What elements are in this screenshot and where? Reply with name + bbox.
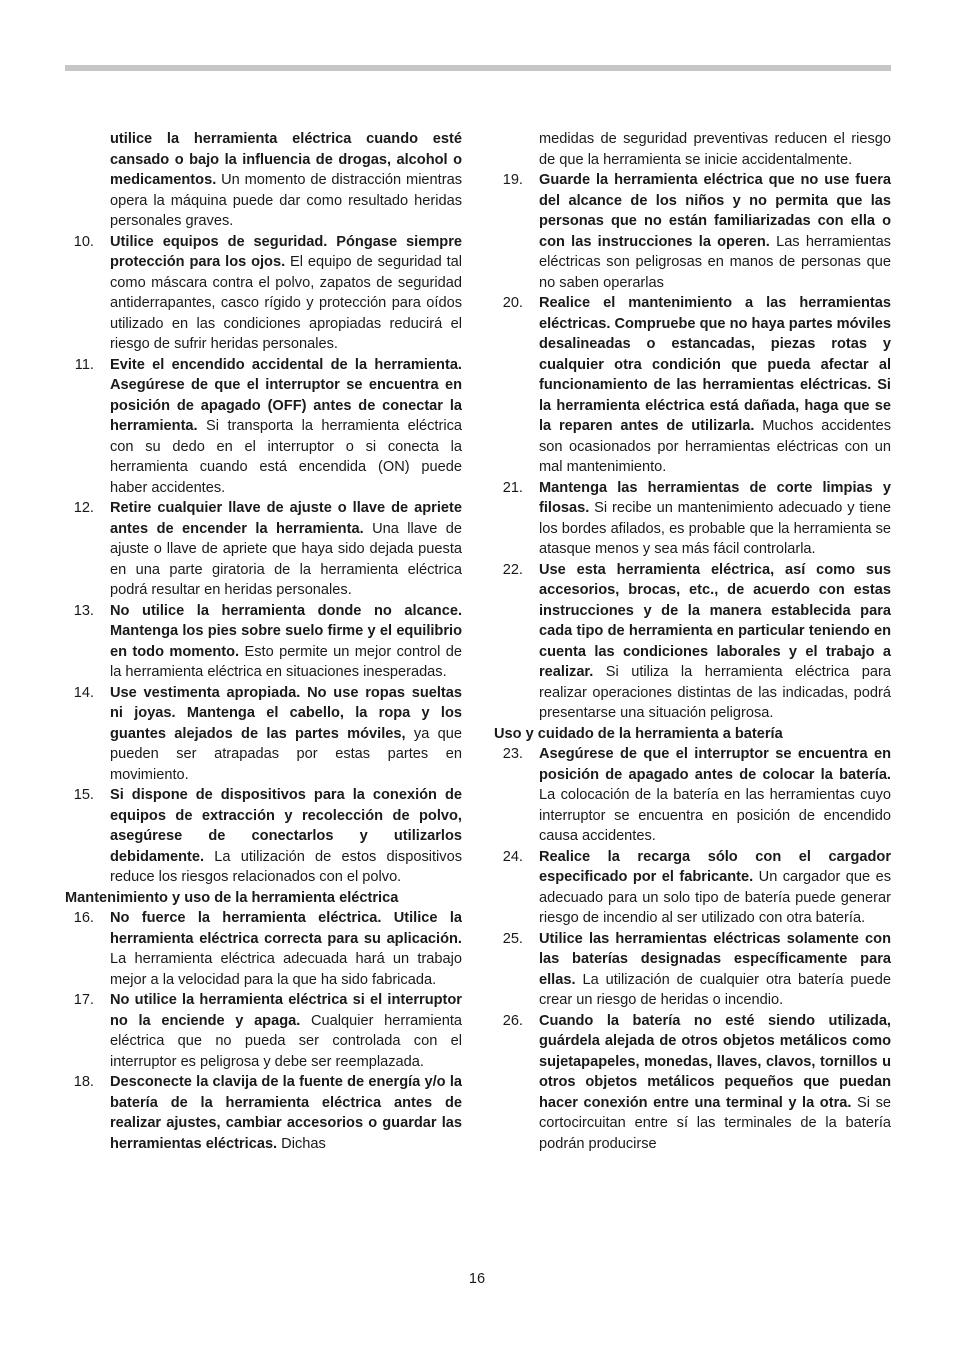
item-bold-text: Evite el encendido accidental de la herramienta. Asegúrese de que el interruptor se encuentra en posición de apagado (OFF) antes de conectar la herramienta. bbox=[110, 356, 462, 434]
item-text: Un momento de distracción mientras opera la máquina puede dar como resultado heridas personales graves. bbox=[110, 172, 462, 229]
item-number: 18. bbox=[73, 1074, 94, 1090]
item-number: 15. bbox=[73, 787, 94, 803]
item-text: El equipo de seguridad tal como máscara contra el polvo, zapatos de seguridad antiderrapantes, casco rígido y protección para oídos utilizado en las condiciones apropiadas reducirá el riesgo de sufrir heridas personales. bbox=[110, 254, 462, 352]
list-item bbox=[65, 990, 462, 1072]
section-heading-maintenance: Mantenimiento y uso de la herramienta eléctrica bbox=[65, 889, 399, 906]
item-text: Esto permite un mejor control de la herramienta eléctrica en situaciones inesperadas. bbox=[110, 643, 462, 680]
item-bold-text: No utilice la herramienta donde no alcance. Mantenga los pies sobre suelo firme y el equilibrio en todo momento. bbox=[110, 602, 462, 660]
item-text: La herramienta eléctrica adecuada hará un trabajo mejor a la velocidad para la que ha sido fabricada. bbox=[110, 951, 462, 988]
left-list-2 bbox=[65, 908, 462, 1154]
item-bold-text: Realice el mantenimiento a las herramientas eléctricas. Compruebe que no haya partes móviles desalineadas o estancadas, piezas rotas y cualquier otra condición que pueda afectar al funcionamiento de las herramientas eléctricas. Si la herramienta eléctrica está dañada, haga que se la reparen antes de utilizarla. bbox=[539, 295, 892, 434]
list-item bbox=[65, 232, 462, 355]
item-text: Un cargador que es adecuado para un solo tipo de batería puede generar riesgo de incendio al ser utilizado con otra batería. bbox=[539, 869, 891, 926]
item-bold-text: Use vestimenta apropiada. No use ropas sueltas ni joyas. Mantenga el cabello, la ropa y los guantes alejados de las partes móviles, bbox=[110, 684, 462, 742]
list-item bbox=[494, 478, 891, 560]
item-text: ya que pueden ser atrapadas por estas partes en movimiento. bbox=[110, 725, 462, 783]
left-list bbox=[65, 232, 462, 888]
list-item bbox=[494, 560, 891, 724]
item-number: 19. bbox=[502, 172, 523, 188]
item-bold-text: Utilice las herramientas eléctricas solamente con las baterías designadas específicamente para ellas. bbox=[539, 930, 891, 988]
item-text: Las herramientas eléctricas son peligrosas en manos de personas que no saben operarlas bbox=[539, 233, 891, 291]
item-text: Si recibe un mantenimiento adecuado y tiene los bordes afilados, es probable que la herramienta se atasque menos y sea más fácil controlarla. bbox=[539, 500, 891, 557]
item-bold-text: Retire cualquier llave de ajuste o llave de apriete antes de encender la herramienta. bbox=[110, 500, 462, 537]
item-number: 17. bbox=[73, 992, 94, 1008]
item-bold-text: Mantenga las herramientas de corte limpias y filosas. bbox=[539, 479, 891, 516]
item-text: Muchos accidentes son ocasionados por herramientas eléctricas con un mal mantenimiento. bbox=[539, 418, 891, 475]
item-bold-text: Cuando la batería no esté siendo utilizada, guárdela alejada de otros objetos metálicos como sujetapapeles, monedas, llaves, clavos, tornillos u otros objetos metálicos pequeños que puedan hacer conexión entre una terminal y la otra. bbox=[539, 1012, 891, 1111]
item-number: 22. bbox=[502, 561, 523, 578]
item-text: Una llave de ajuste o llave de apriete que haya sido dejada puesta en una parte giratoria de la herramienta eléctrica podrá resultar en heridas personales. bbox=[110, 520, 462, 598]
item-bold-text: Use esta herramienta eléctrica, así como sus accesorios, brocas, etc., de acuerdo con estas instrucciones y de la manera establecida para cada tipo de herramienta en particular teniendo en cuenta las condiciones laborales y el trabajo a realizar. bbox=[539, 561, 891, 680]
item-number: 26. bbox=[502, 1012, 523, 1029]
list-item bbox=[65, 683, 462, 786]
item-bold-text: utilice la herramienta eléctrica cuando esté cansado o bajo la influencia de drogas, alcohol o medicamentos. bbox=[110, 131, 462, 188]
header-rule bbox=[65, 65, 891, 71]
item-text: Si utiliza la herramienta eléctrica para realizar operaciones distintas de las indicadas, podrá presentarse una situación peligrosa. bbox=[539, 664, 891, 721]
list-item bbox=[494, 293, 891, 478]
item-text: Si transporta la herramienta eléctrica con su dedo en el interruptor o si conecta la herramienta cuando está encendida (ON) puede haber accidentes. bbox=[110, 418, 462, 496]
item-number: 16. bbox=[73, 910, 94, 926]
list-item bbox=[494, 847, 891, 929]
list-item bbox=[65, 498, 462, 601]
item-bold-text: Si dispone de dispositivos para la conexión de equipos de extracción y recolección de polvo, asegúrese de conectarlos y utilizarlos debidamente. bbox=[110, 787, 462, 865]
item-number: 24. bbox=[502, 848, 523, 865]
item-text: medidas de seguridad preventivas reducen el riesgo de que la herramienta se inicie accidentalmente. bbox=[539, 131, 891, 168]
item-text: La utilización de estos dispositivos reduce los riesgos relacionados con el polvo. bbox=[110, 848, 462, 885]
section-heading-battery: Uso y cuidado de la herramienta a batería bbox=[494, 725, 783, 742]
right-list-2 bbox=[494, 744, 891, 1154]
item-text: Cualquier herramienta eléctrica que no pueda ser controlada con el interruptor es peligrosa y debe ser reemplazada. bbox=[110, 1012, 462, 1070]
item-bold-text: Realice la recarga sólo con el cargador especificado por el fabricante. bbox=[539, 848, 891, 885]
list-item-continuation bbox=[65, 129, 462, 232]
list-item bbox=[65, 1072, 462, 1154]
item-number: 14. bbox=[73, 684, 94, 701]
list-item bbox=[494, 929, 891, 1011]
list-item bbox=[494, 1011, 891, 1155]
list-item bbox=[65, 908, 462, 990]
right-column bbox=[494, 129, 891, 1154]
item-text: La colocación de la batería en las herramientas cuyo interruptor se encuentra en posición de encendido causa accidentes. bbox=[539, 787, 891, 844]
item-bold-text: Desconecte la clavija de la fuente de energía y/o la batería de la herramienta eléctrica antes de realizar ajustes, cambiar accesorios o guardar las herramientas eléctricas. bbox=[110, 1074, 462, 1152]
left-column bbox=[65, 129, 462, 1154]
item-text: La utilización de cualquier otra batería puede crear un riesgo de heridas o incendio. bbox=[539, 971, 891, 1008]
item-number: 23. bbox=[502, 746, 523, 762]
item-bold-text: Guarde la herramienta eléctrica que no use fuera del alcance de los niños y no permita que las personas que no están familiarizadas con ella o con las instrucciones la operen. bbox=[539, 172, 891, 250]
right-list bbox=[494, 170, 891, 724]
item-bold-text: Utilice equipos de seguridad. Póngase siempre protección para los ojos. bbox=[110, 233, 462, 270]
item-text: Si se cortocircuitan entre sí las terminales de la batería podrán producirse bbox=[539, 1094, 892, 1152]
item-number: 13. bbox=[73, 602, 94, 619]
item-bold-text: No fuerce la herramienta eléctrica. Utilice la herramienta eléctrica correcta para su aplicación. bbox=[110, 910, 462, 947]
item-number: 11. bbox=[74, 356, 94, 373]
list-item bbox=[65, 355, 462, 499]
item-number: 12. bbox=[73, 500, 94, 516]
page-number: 16 bbox=[468, 1271, 486, 1287]
list-item bbox=[494, 744, 891, 847]
item-bold-text: Asegúrese de que el interruptor se encuentra en posición de apagado antes de colocar la batería. bbox=[539, 746, 891, 783]
list-item bbox=[65, 785, 462, 888]
item-number: 21. bbox=[502, 479, 523, 496]
item-number: 20. bbox=[502, 295, 523, 311]
item-text: Dichas bbox=[277, 1135, 326, 1152]
item-bold-text: No utilice la herramienta eléctrica si el interruptor no la enciende y apaga. bbox=[110, 992, 462, 1029]
list-item bbox=[65, 601, 462, 683]
list-item bbox=[494, 170, 891, 293]
item-number: 25. bbox=[502, 930, 523, 947]
list-item-continuation bbox=[494, 129, 891, 170]
item-number: 10. bbox=[73, 233, 94, 250]
